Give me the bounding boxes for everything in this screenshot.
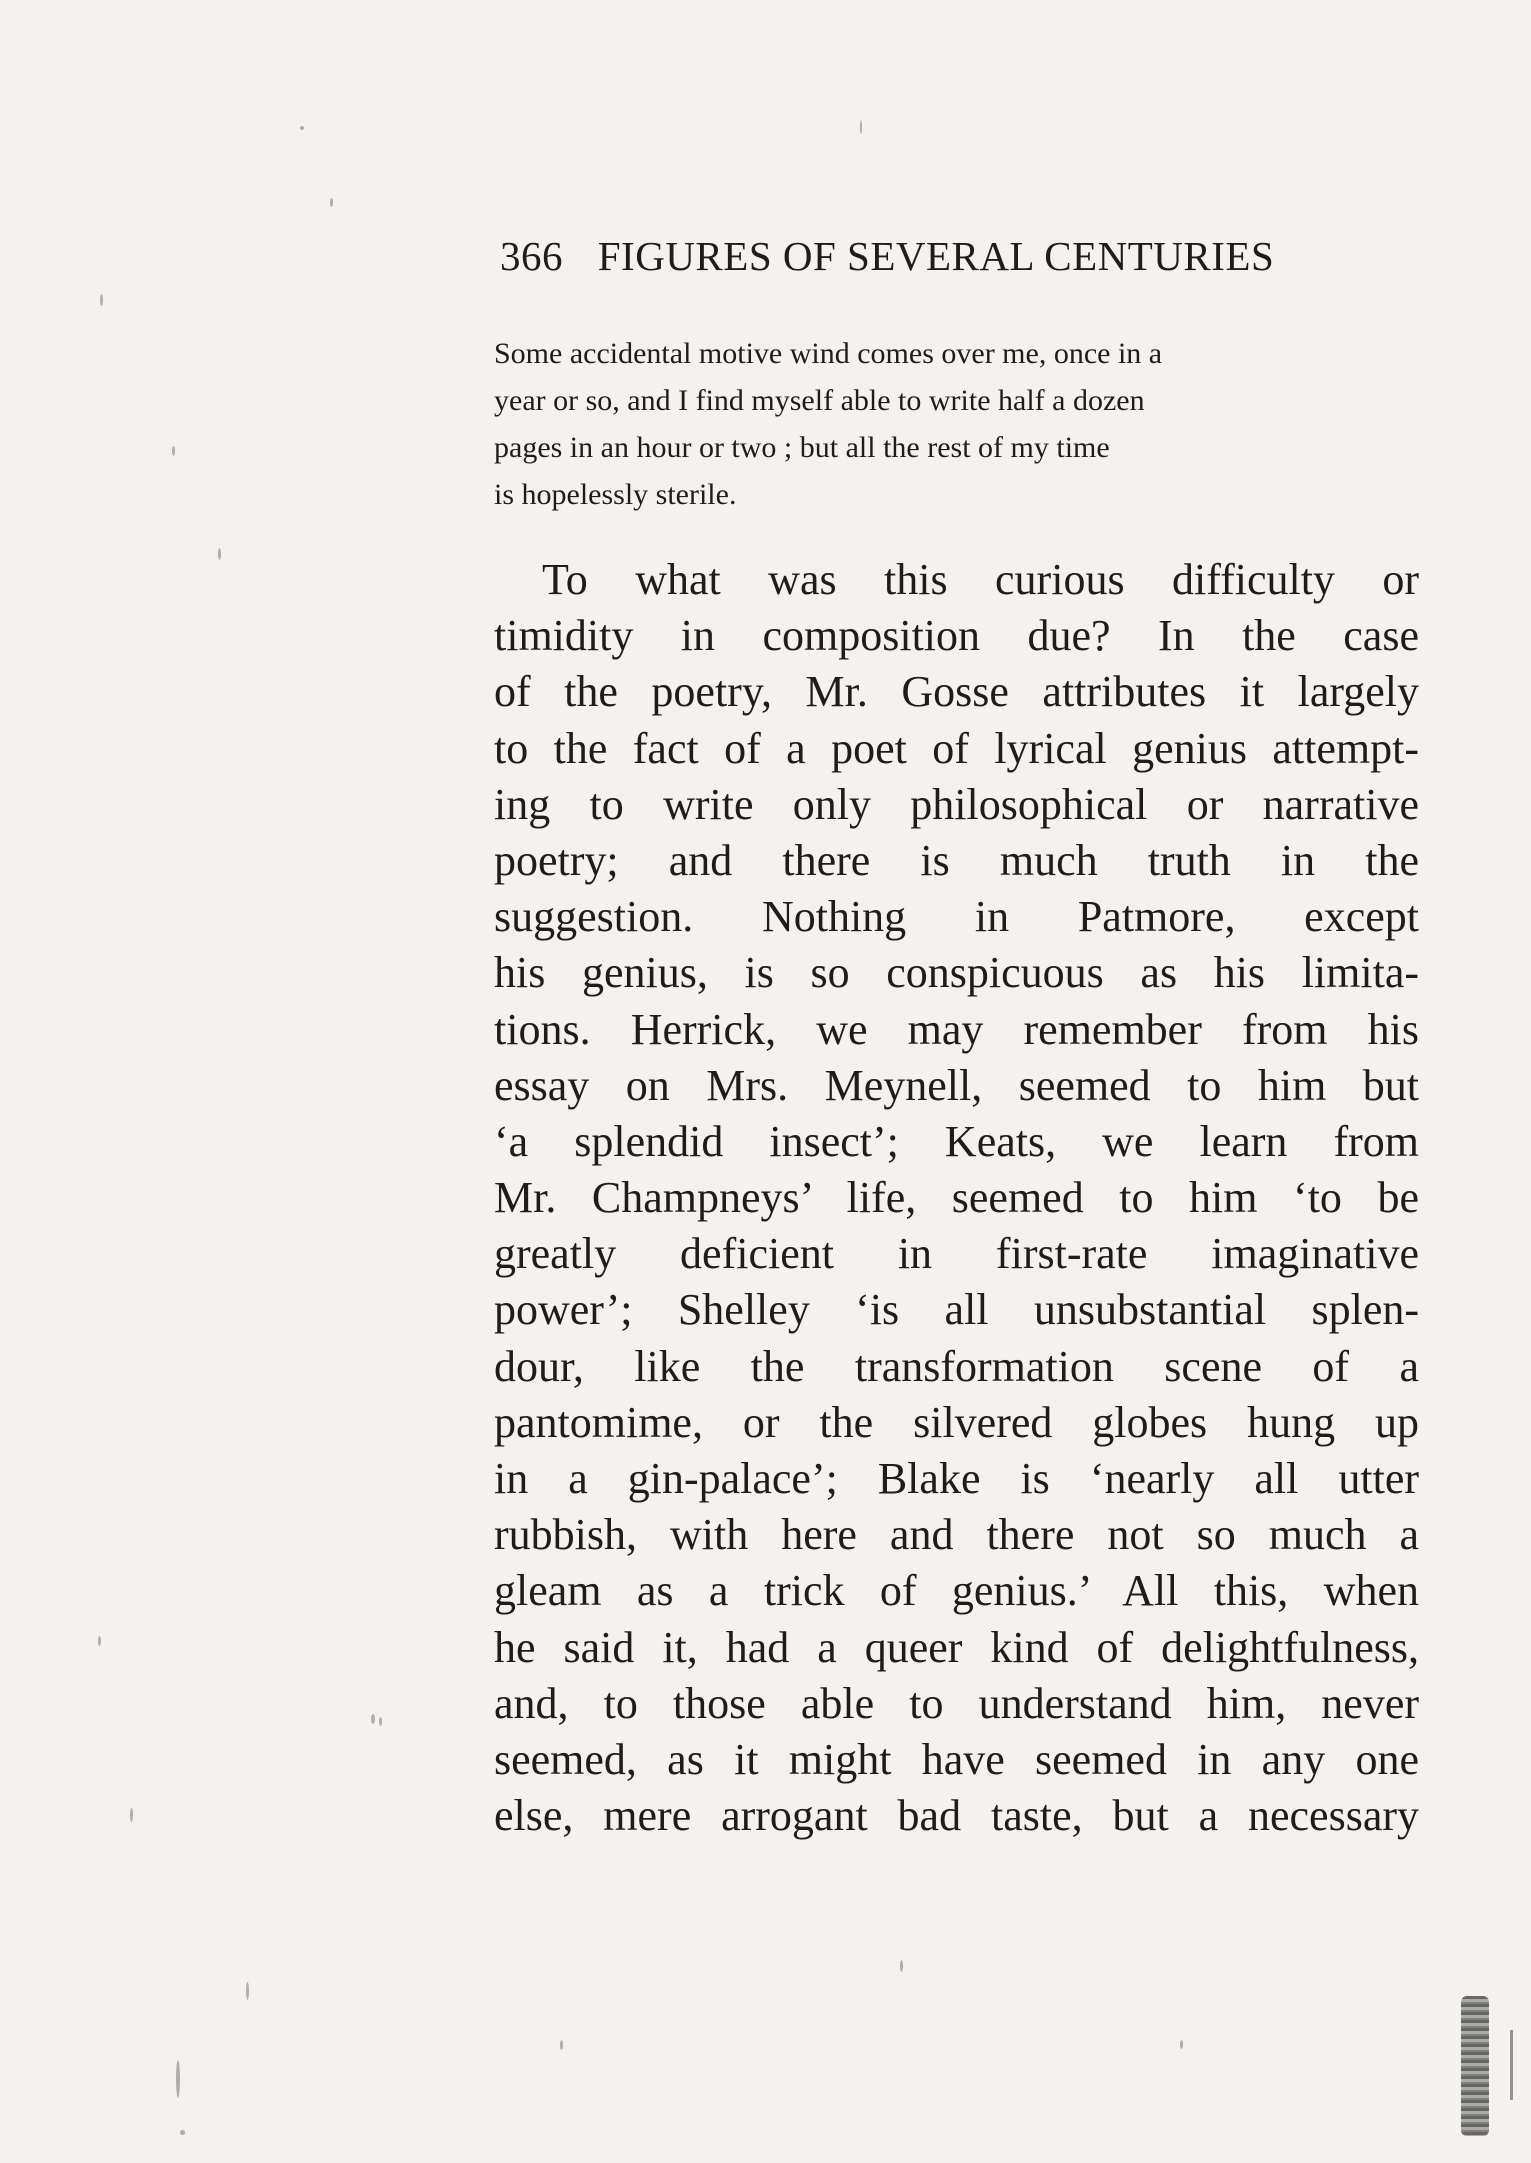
body-line: suggestion. Nothing in Patmore, except xyxy=(494,892,1419,942)
page-edge-line xyxy=(1510,2030,1513,2100)
running-header xyxy=(500,233,1400,279)
body-line: timidity in composition due? In the case xyxy=(494,611,1419,661)
scan-speckle xyxy=(379,1717,382,1726)
body-line: gleam as a trick of genius.’ All this, when xyxy=(494,1566,1419,1616)
scan-speckle xyxy=(860,120,862,134)
scan-speckle xyxy=(218,548,221,560)
scan-speckle xyxy=(130,1808,133,1822)
body-line: greatly deficient in first-rate imaginative xyxy=(494,1229,1419,1279)
body-line: To what was this curious difficulty or xyxy=(542,555,1419,604)
scan-speckle xyxy=(371,1714,375,1724)
quote-line: year or so, and I find myself able to write half a dozen xyxy=(494,384,1145,417)
scan-speckle xyxy=(246,1982,249,2000)
scan-speckle xyxy=(176,2060,180,2098)
quote-line: is hopelessly sterile. xyxy=(494,478,737,511)
body-line: essay on Mrs. Meynell, seemed to him but xyxy=(494,1060,1419,1110)
body-line: he said it, had a queer kind of delightfulness, xyxy=(494,1622,1419,1672)
quote-line: pages in an hour or two ; but all the rest of my time xyxy=(494,431,1110,464)
scan-speckle xyxy=(900,1960,903,1972)
scan-speckle xyxy=(560,2040,563,2050)
body-line: his genius, is so conspicuous as his limita- xyxy=(494,948,1419,998)
scan-speckle xyxy=(180,2130,185,2135)
body-line: tions. Herrick, we may remember from his xyxy=(494,1004,1419,1054)
page-edge-mark xyxy=(1461,1996,1489,2136)
body-line: poetry; and there is much truth in the xyxy=(494,835,1419,885)
scan-speckle xyxy=(100,294,103,306)
body-line: of the poetry, Mr. Gosse attributes it largely xyxy=(494,667,1419,717)
scan-speckle xyxy=(330,198,333,207)
body-line: else, mere arrogant bad taste, but a necessary xyxy=(494,1791,1419,1841)
body-line: ‘a splendid insect’; Keats, we learn from xyxy=(494,1116,1419,1166)
body-line: pantomime, or the silvered globes hung up xyxy=(494,1397,1419,1447)
body-line: power’; Shelley ‘is all unsubstantial splen- xyxy=(494,1285,1419,1335)
scan-speckle xyxy=(98,1636,101,1646)
running-title: FIGURES OF SEVERAL CENTURIES xyxy=(597,233,1275,279)
block-quote xyxy=(494,330,1384,518)
page-number: 366 xyxy=(500,233,563,279)
body-line: in a gin-palace’; Blake is ‘nearly all utter xyxy=(494,1454,1419,1503)
body-paragraph xyxy=(494,552,1419,1844)
scan-speckle xyxy=(300,126,304,130)
body-line: rubbish, with here and there not so much a xyxy=(494,1510,1419,1560)
scan-speckle xyxy=(172,446,175,456)
body-line: and, to those able to understand him, never xyxy=(494,1678,1419,1728)
body-line: seemed, as it might have seemed in any one xyxy=(494,1734,1419,1784)
body-line: dour, like the transformation scene of a xyxy=(494,1341,1419,1391)
scan-speckle xyxy=(1180,2040,1183,2049)
quote-line: Some accidental motive wind comes over me, once in a xyxy=(494,337,1163,370)
body-line: to the fact of a poet of lyrical genius attempt- xyxy=(494,723,1419,773)
body-line: ing to write only philosophical or narrative xyxy=(494,779,1419,829)
body-line: Mr. Champneys’ life, seemed to him ‘to be xyxy=(494,1173,1419,1223)
